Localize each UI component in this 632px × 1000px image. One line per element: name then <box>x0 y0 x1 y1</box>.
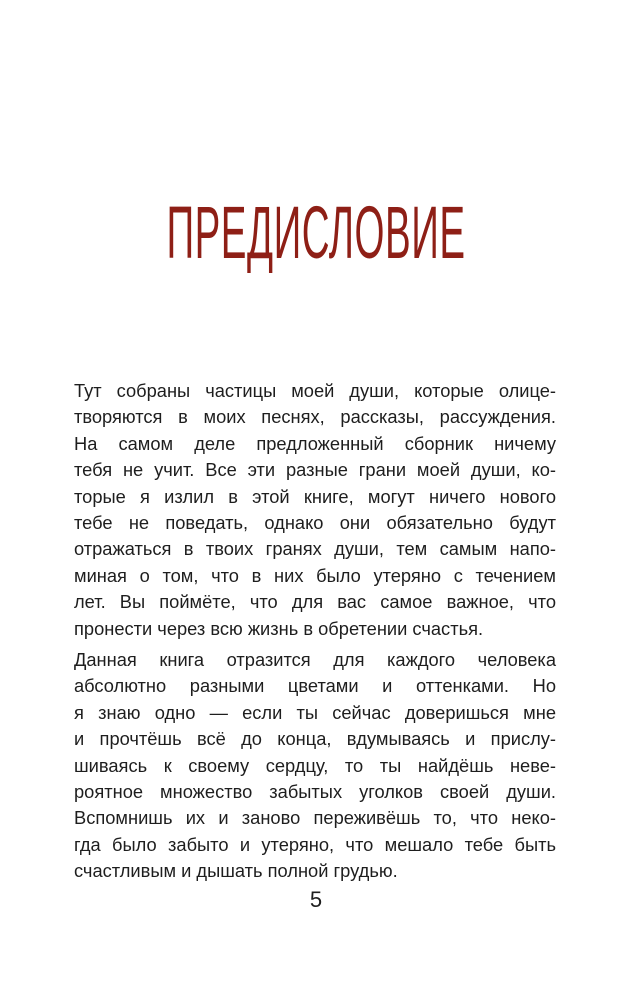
paragraph-line: я знаю одно — если ты сейчас доверишься мне <box>74 701 556 723</box>
paragraph-line: тебе не поведать, однако они обязательно будут <box>74 511 556 533</box>
paragraph-line: Тут собраны частицы моей души, которые олице- <box>74 380 556 401</box>
chapter-title: ПРЕДИСЛОВИЕ <box>166 191 466 274</box>
paragraph-line: пронести через всю жизнь в обретении счастья. <box>74 617 484 639</box>
paragraph-line: абсолютно разными цветами и оттенками. Но <box>74 675 556 697</box>
paragraph-line: счастливым и дышать полной грудью. <box>74 860 398 882</box>
page-number: 5 <box>309 887 323 912</box>
paragraph-line: роятное множество забытых уголков своей души. <box>74 780 556 802</box>
paragraph-line: гда было забыто и утеряно, что мешало тебе быть <box>74 833 556 855</box>
paragraph-line: На самом деле предложенный сборник ничему <box>74 432 556 454</box>
paragraph-line: Вспомнишь их и заново переживёшь то, что неко- <box>74 807 556 829</box>
paragraph-line: и прочтёшь всё до конца, вдумываясь и прислу- <box>74 728 556 750</box>
paragraph-line: лет. Вы поймёте, что для вас самое важное, что <box>74 591 556 613</box>
paragraph-line: творяются в моих песнях, рассказы, рассуждения. <box>74 406 556 428</box>
paragraph-line: миная о том, что в них было утеряно с течением <box>74 564 556 586</box>
paragraph-line: тебя не учит. Все эти разные грани моей души, ко- <box>74 459 556 481</box>
paragraph-line: отражаться в твоих гранях души, тем самым напо- <box>74 538 556 560</box>
paragraph-1 <box>74 378 556 642</box>
paragraph-line: шиваясь к своему сердцу, то ты найдёшь неве- <box>74 754 556 776</box>
paragraph-line: торые я излил в этой книге, могут ничего нового <box>74 485 556 507</box>
paragraph-2 <box>74 647 556 885</box>
paragraph-line: Данная книга отразится для каждого человека <box>74 649 556 670</box>
